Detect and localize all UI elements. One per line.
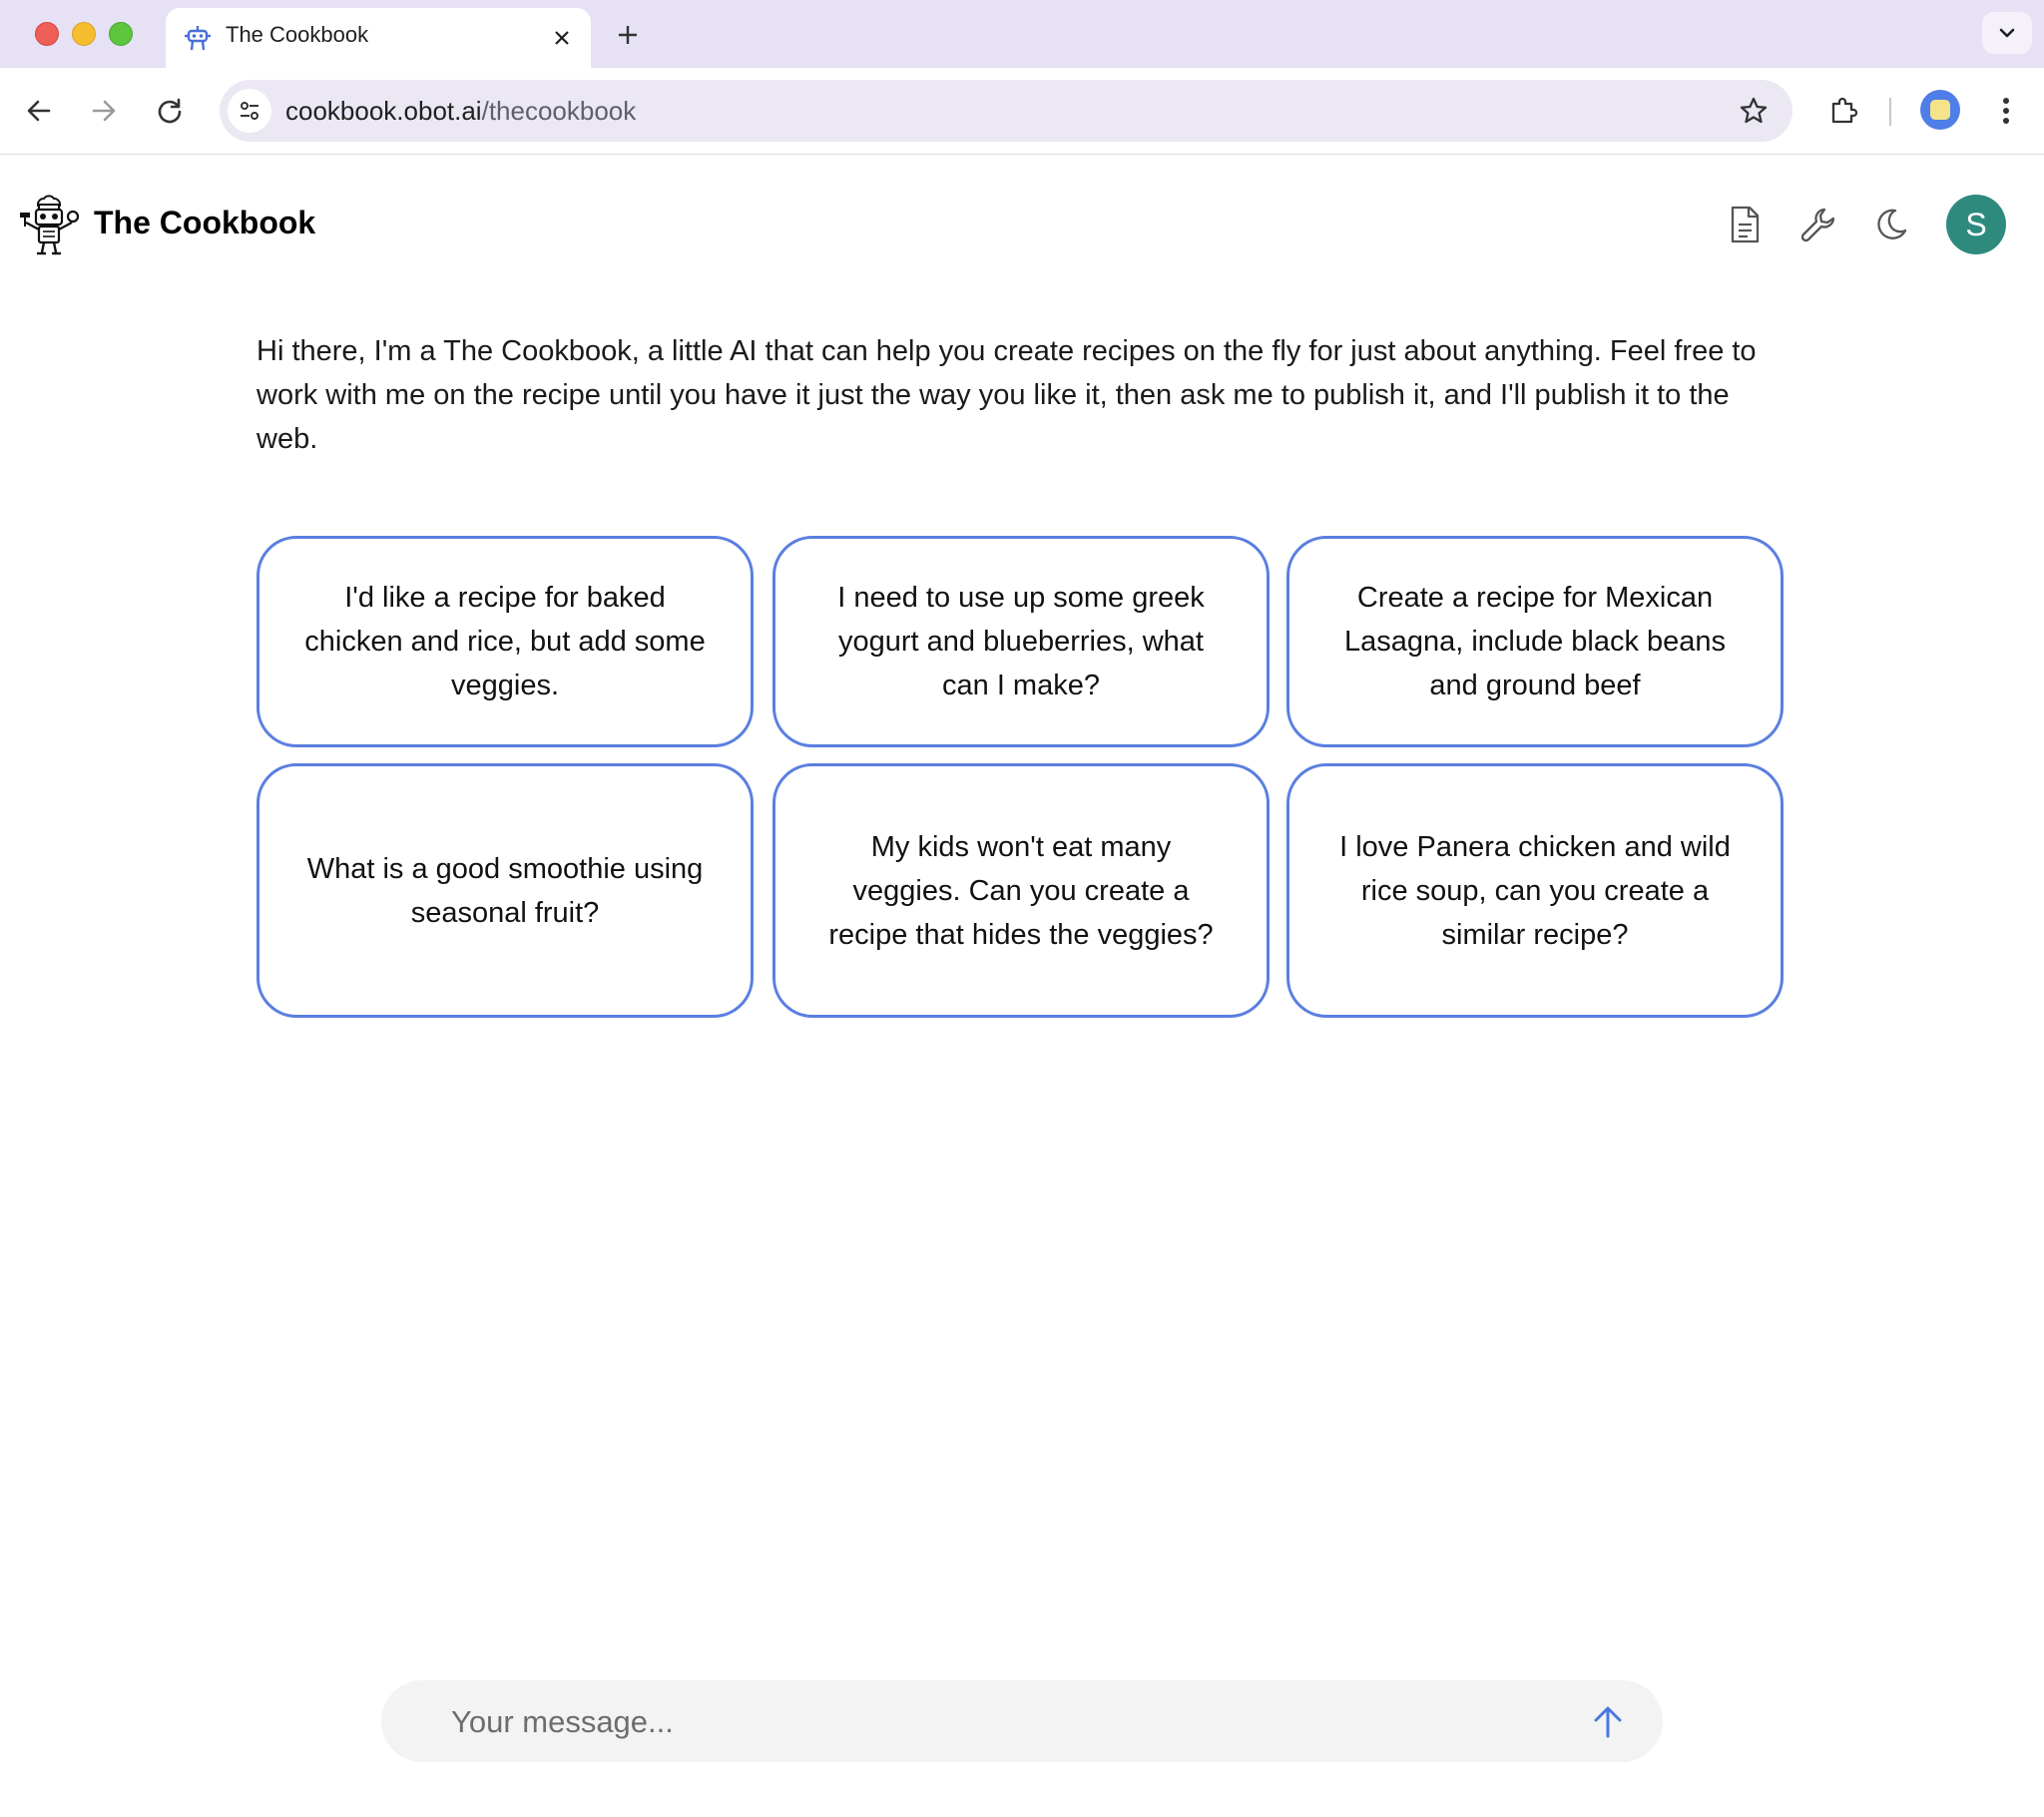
toolbar-divider xyxy=(1889,98,1891,126)
arrow-left-icon xyxy=(25,97,53,125)
reload-icon xyxy=(156,97,184,125)
new-tab-button[interactable] xyxy=(611,18,645,52)
extensions-puzzle-icon[interactable] xyxy=(1821,89,1865,133)
maximize-window-button[interactable] xyxy=(109,22,133,46)
bookmark-star-icon[interactable] xyxy=(1735,92,1773,130)
arrow-right-icon xyxy=(90,97,118,125)
wrench-icon[interactable] xyxy=(1794,201,1842,248)
close-window-button[interactable] xyxy=(35,22,59,46)
send-button[interactable] xyxy=(1583,1696,1633,1746)
browser-profile-avatar[interactable] xyxy=(1920,90,1960,130)
url-text[interactable] xyxy=(285,96,636,127)
url-path: /thecookbook xyxy=(481,96,637,126)
user-avatar[interactable]: S xyxy=(1946,195,2006,254)
intro-message: Hi there, I'm a The Cookbook, a little AI that can help you create recipes on the fly for just about anything. Feel free to work with me on the recipe until you have it just the way you like it, then ask me to publish it, and I'll publish it to the web. xyxy=(256,335,1757,455)
browser-tabstrip xyxy=(0,0,2044,68)
url-host: cookbook.obot.ai xyxy=(285,96,482,126)
back-button[interactable] xyxy=(17,89,61,133)
tune-icon xyxy=(237,98,262,124)
chef-robot-logo-icon xyxy=(18,193,80,256)
browser-toolbar xyxy=(0,68,2044,155)
suggestion-card[interactable]: I'd like a recipe for baked chicken and rice, but add some veggies. xyxy=(256,536,754,747)
reload-button[interactable] xyxy=(148,89,192,133)
plus-icon xyxy=(616,23,640,47)
suggestion-card[interactable]: My kids won't eat many veggies. Can you create a recipe that hides the veggies? xyxy=(772,763,1270,1018)
tab-title: The Cookbook xyxy=(226,22,369,47)
suggestion-card[interactable]: What is a good smoothie using seasonal fruit? xyxy=(256,763,754,1018)
chevron-down-icon xyxy=(1997,23,2017,43)
browser-menu-kebab-icon[interactable] xyxy=(1986,89,2026,133)
document-icon[interactable] xyxy=(1721,201,1769,248)
site-info-button[interactable] xyxy=(228,89,271,133)
message-input[interactable] xyxy=(449,1694,1551,1750)
minimize-window-button[interactable] xyxy=(72,22,96,46)
browser-tab-active[interactable] xyxy=(166,8,591,68)
address-bar[interactable] xyxy=(220,80,1792,142)
close-tab-icon[interactable] xyxy=(547,23,577,53)
tab-search-button[interactable] xyxy=(1982,12,2032,54)
suggestion-card[interactable]: Create a recipe for Mexican Lasagna, include black beans and ground beef xyxy=(1286,536,1784,747)
app-header xyxy=(0,155,2044,294)
suggestion-card[interactable]: I love Panera chicken and wild rice soup, can you create a similar recipe? xyxy=(1286,763,1784,1018)
moon-icon[interactable] xyxy=(1867,201,1915,248)
forward-button[interactable] xyxy=(82,89,126,133)
message-composer xyxy=(381,1680,1663,1762)
suggestion-card[interactable]: I need to use up some greek yogurt and blueberries, what can I make? xyxy=(772,536,1270,747)
app-title: The Cookbook xyxy=(94,205,316,240)
robot-favicon-icon xyxy=(182,22,214,54)
arrow-up-icon xyxy=(1591,1703,1625,1739)
